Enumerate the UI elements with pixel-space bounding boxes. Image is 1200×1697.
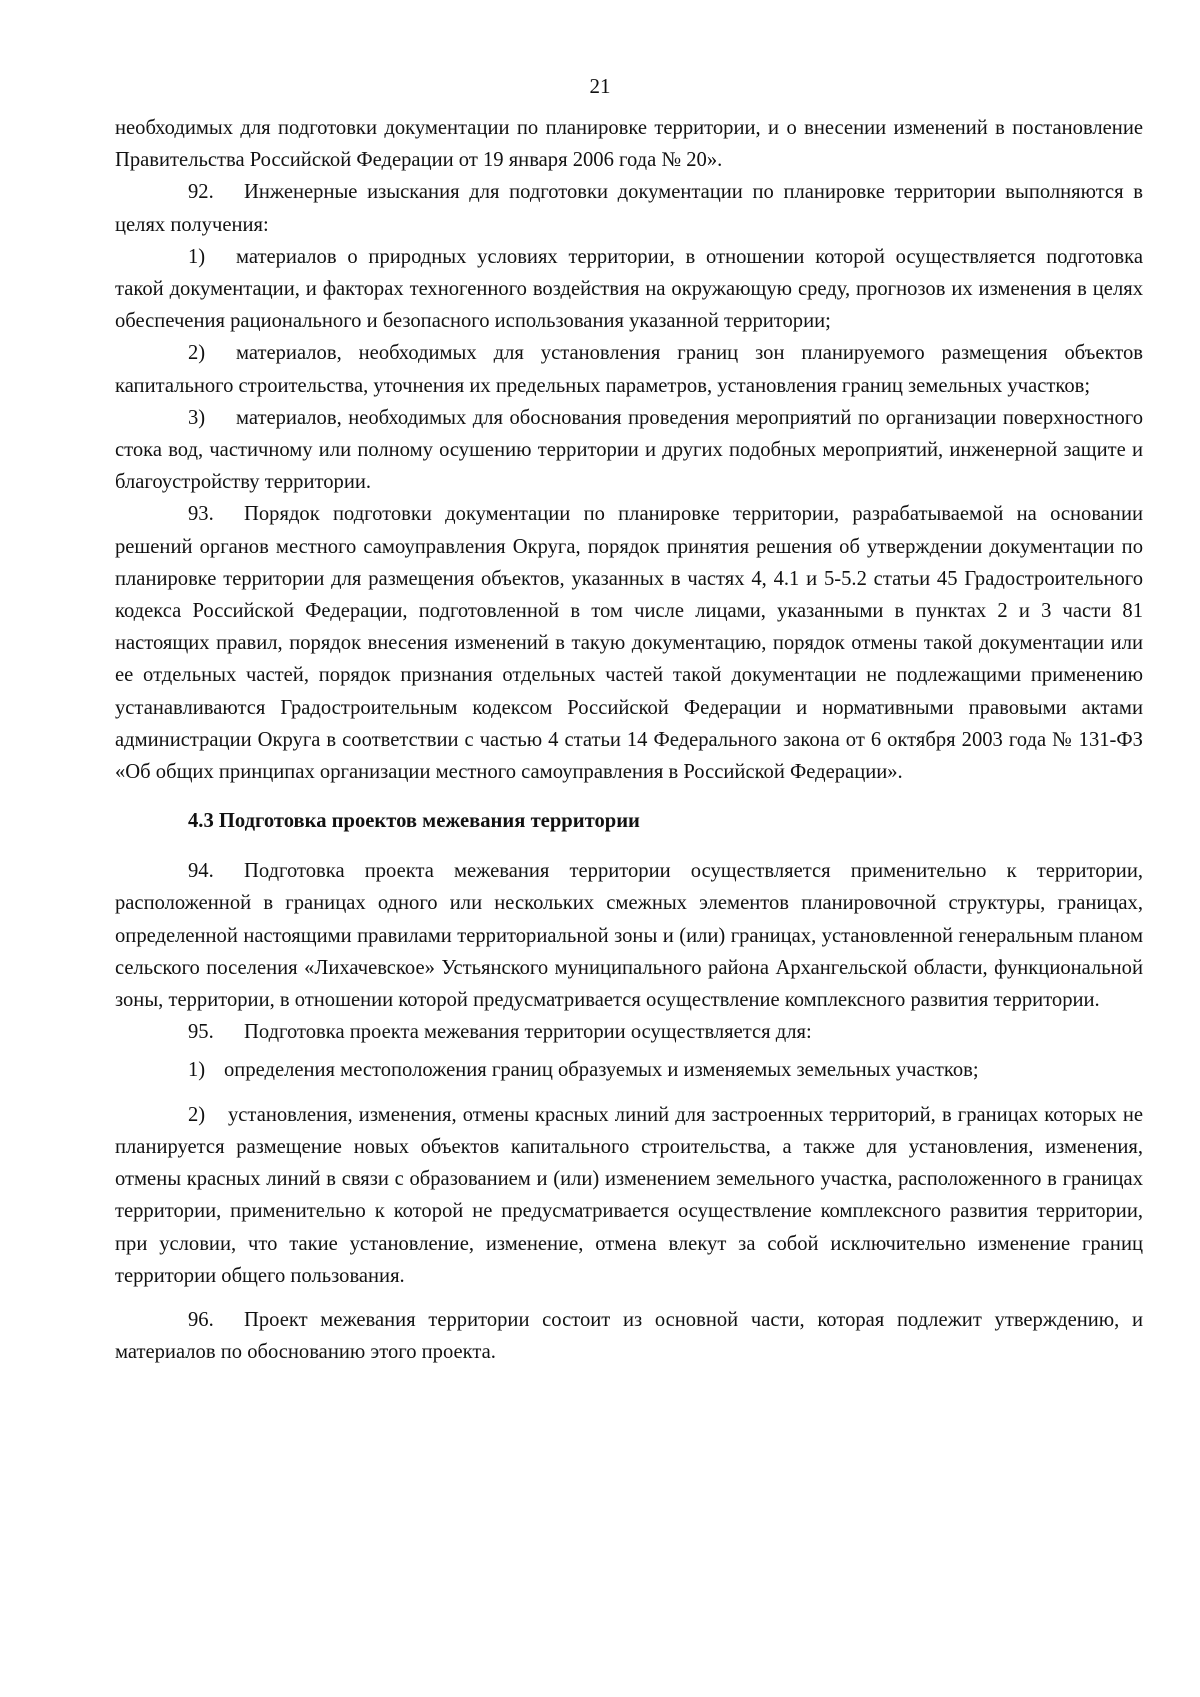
paragraph-continuation: необходимых для подготовки документации по планировке территории, и о внесении изменений в постановление Правительства Российской Федерации от 19 января 2006 года № 20».: [115, 117, 1143, 172]
paragraph-93: [115, 498, 1143, 788]
paragraph-text: Проект межевания территории состоит из основной части, которая подлежит утверждению, и материалов по обоснованию этого проекта.: [115, 1308, 1143, 1364]
paragraph-text: материалов о природных условиях территории, в отношении которой осуществляется подготовка такой документации, и факторах техногенного воздействия на окружающую среду, прогнозов их изменения в целях обеспечения рационального и безопасного использования указанной территории;: [115, 245, 1143, 333]
item-number: 96.: [188, 1308, 214, 1331]
document-body: [115, 112, 1143, 1368]
list-item-92-2: [115, 337, 1143, 401]
paragraph-96: [115, 1304, 1143, 1368]
paragraph-95: [115, 1016, 1143, 1048]
paragraph-text: определения местоположения границ образуемых и изменяемых земельных участков;: [224, 1059, 979, 1082]
paragraph-94: [115, 855, 1143, 1016]
paragraph-text: материалов, необходимых для обоснования проведения мероприятий по организации поверхностного стока вод, частичному или полному осушению территории и других подобных мероприятий, инженерной защите и благоустройству территории.: [115, 406, 1143, 494]
item-number: 2): [188, 1103, 206, 1126]
item-number: 92.: [188, 181, 214, 204]
item-number: 93.: [188, 503, 214, 526]
page-number: 21: [589, 74, 611, 98]
item-number: 1): [188, 1059, 206, 1082]
list-item-95-1: [115, 1054, 1143, 1086]
section-heading: 4.3 Подготовка проектов межевания территории: [188, 810, 640, 833]
paragraph-text: Порядок подготовки документации по планировке территории, разрабатываемой на основании решений органов местного самоуправления Округа, порядок принятия решения об утверждении документации по планировке территории для размещения объектов, указанных в частях 4, 4.1 и 5-5.2 статьи 45 Градостроительного кодекса Российской Федерации, подготовленной в том числе лицами, указанными в пунктах 2 и 3 части 81 настоящих правил, порядок внесения изменений в такую документацию, порядок отмены такой документации или ее отдельных частей, порядок признания отдельных частей такой документации не подлежащими применению устанавливаются Градостроительным кодексом Российской Федерации и нормативными правовыми актами администрации Округа в соответствии с частью 4 статьи 14 Федерального закона от 6 октября 2003 года № 131-ФЗ «Об общих принципах организации местного самоуправления в Российской Федерации».: [115, 503, 1143, 784]
item-number: 1): [188, 245, 206, 268]
list-item-95-2: [115, 1099, 1143, 1292]
paragraph-text: Подготовка проекта межевания территории осуществляется для:: [244, 1021, 812, 1044]
paragraph-text: Подготовка проекта межевания территории осуществляется применительно к территории, расположенной в границах одного или нескольких смежных элементов планировочной структуры, границах, определенной настоящими правилами территориальной зоны и (или) границах, установленной генеральным планом сельского поселения «Лихачевское» Устьянского муниципального района Архангельской области, функциональной зоны, территории, в отношении которой предусматривается осуществление комплексного развития территории.: [115, 860, 1143, 1012]
paragraph-text: Инженерные изыскания для подготовки документации по планировке территории выполняются в целях получения:: [115, 181, 1143, 236]
paragraph-text: установления, изменения, отмены красных линий для застроенных территорий, в границах которых не планируется размещение новых объектов капитального строительства, а также для установления, изменения, отмены красных линий в связи с образованием и (или) изменением земельного участка, расположенного в границах территории, применительно к которой не предусматривается осуществление комплексного развития территории, при условии, что такие установление, изменение, отмена влекут за собой исключительно изменение границ территории общего пользования.: [115, 1103, 1143, 1287]
item-number: 3): [188, 406, 206, 429]
item-number: 2): [188, 342, 206, 365]
list-item-92-3: [115, 402, 1143, 499]
list-item-92-1: [115, 241, 1143, 338]
item-number: 94.: [188, 860, 214, 883]
item-number: 95.: [188, 1021, 214, 1044]
paragraph-92: [115, 176, 1143, 240]
paragraph-text: материалов, необходимых для установления границ зон планируемого размещения объектов капитального строительства, уточнения их предельных параметров, установления границ земельных участков;: [115, 342, 1143, 397]
